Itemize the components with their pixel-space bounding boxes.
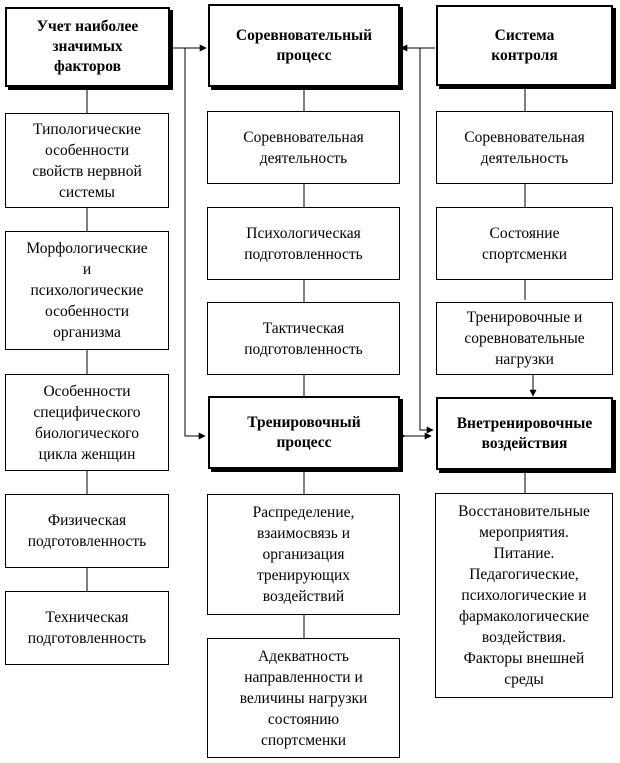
typological-features-box bbox=[5, 113, 169, 208]
typological-features-text: Типологические особенности свойств нервной системы bbox=[32, 120, 142, 201]
competition-process-header-text: Соревновательный процесс bbox=[235, 26, 373, 64]
training-process-header-text: Тренировочный процесс bbox=[247, 413, 361, 451]
tactical-preparedness-box bbox=[207, 302, 400, 375]
external-influences-header bbox=[436, 397, 613, 470]
psychological-preparedness-box bbox=[207, 207, 400, 280]
technical-preparedness-text: Техническая подготовленность bbox=[27, 609, 147, 647]
arrow-factors-to-training bbox=[185, 48, 205, 436]
competitive-activity-box bbox=[207, 111, 400, 184]
athlete-state-box bbox=[436, 207, 613, 280]
morphological-features-text: Морфологические и психологические особенности организма bbox=[26, 240, 148, 341]
load-distribution-box bbox=[207, 494, 400, 615]
biological-cycle-box bbox=[5, 374, 169, 471]
control-competitive-activity-box bbox=[436, 111, 613, 184]
control-system-header-text: Система контроля bbox=[491, 26, 558, 64]
athlete-state-text: Состояние спортсменки bbox=[481, 224, 568, 263]
physical-preparedness-text: Физическая подготовленность bbox=[27, 512, 147, 550]
psychological-preparedness-text: Психологическая подготовленность bbox=[244, 224, 363, 263]
recovery-measures-box bbox=[435, 493, 613, 698]
control-system-header bbox=[436, 5, 613, 86]
competition-process-header bbox=[208, 4, 400, 87]
load-adequacy-box bbox=[207, 638, 400, 758]
training-process-header bbox=[208, 396, 400, 469]
biological-cycle-text: Особенности специфического биологического цикла женщин bbox=[33, 382, 141, 463]
significant-factors-header bbox=[5, 7, 170, 87]
control-competitive-activity-text: Соревновательная деятельность bbox=[464, 128, 585, 167]
significant-factors-header-text: Учет наиболее значимых факторов bbox=[36, 18, 139, 75]
technical-preparedness-box bbox=[5, 591, 169, 665]
morphological-features-box bbox=[5, 231, 169, 350]
training-loads-box bbox=[436, 302, 613, 375]
competitive-activity-text: Соревновательная деятельность bbox=[243, 128, 364, 167]
arrow-control-to-external bbox=[420, 48, 433, 430]
recovery-measures-text: Восстановительные мероприятия. Питание. Педагогические, психологические и фармакологические воздействия. Факторы внешней среды bbox=[458, 503, 590, 688]
load-distribution-text: Распределение, взаимосвязь и организация тренирующих воздействий bbox=[252, 504, 355, 605]
training-loads-text: Тренировочные и соревновательные нагрузки bbox=[464, 309, 585, 368]
physical-preparedness-box bbox=[5, 494, 169, 568]
load-adequacy-text: Адекватность направленности и величины нагрузки состоянию спортсменки bbox=[239, 647, 368, 749]
tactical-preparedness-text: Тактическая подготовленность bbox=[244, 319, 363, 358]
external-influences-header-text: Внетренировочные воздействия bbox=[456, 414, 593, 452]
